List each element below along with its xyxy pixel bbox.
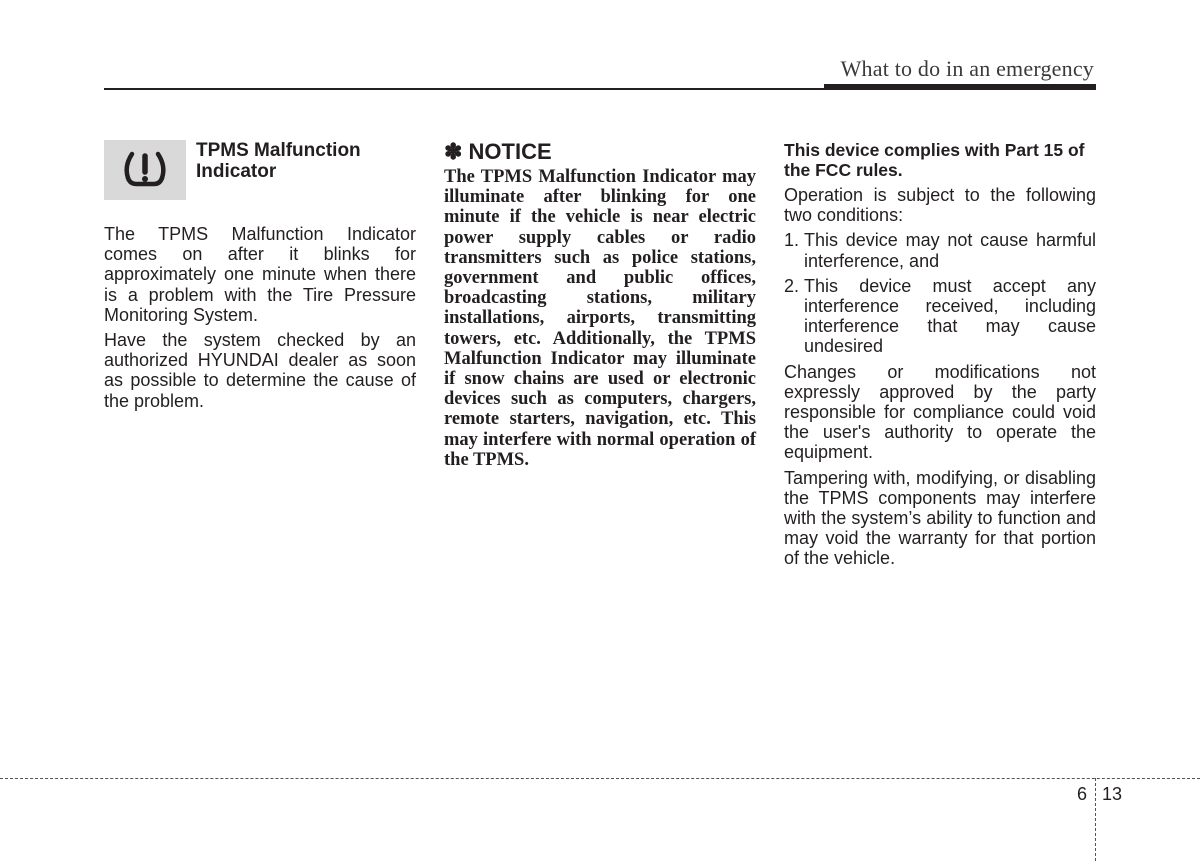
page-number: 13 <box>1102 784 1123 804</box>
list-number: 1. <box>784 230 800 251</box>
footer-rule <box>0 778 1200 779</box>
fcc-intro: Operation is subject to the following two conditions: <box>784 185 1096 226</box>
indicator-block <box>104 140 416 210</box>
chapter-number: 6 <box>1077 784 1088 804</box>
indicator-paragraph: Have the system checked by an authorized HYUNDAI dealer as soon as possible to determine the cause of the problem. <box>104 330 416 411</box>
fcc-paragraph: Changes or modifications not expressly approved by the party responsible for compliance could void the user's authority to operate the equipment. <box>784 361 1096 463</box>
notice-heading: ✽ NOTICE <box>444 139 552 164</box>
footer-divider <box>1095 778 1096 861</box>
column-fcc <box>784 140 1096 574</box>
notice-text: The TPMS Malfunction Indicator may illuminate after blinking for one minute if the vehicle is near electric power supply cables or radio transmitters such as police stations, government and public offices, broadcasting stations, military installations, airports, transmitting towers, etc. Additionally, the TPMS Malfunction Indicator may illuminate if snow chains are used or electronic devices such as computers, chargers, remote starters, navigation, etc. This may interfere with normal operation of the TPMS. <box>444 167 756 470</box>
column-notice <box>444 140 756 470</box>
fcc-condition-item <box>784 230 1096 270</box>
header-rule-accent <box>824 84 1096 90</box>
indicator-paragraph: The TPMS Malfunction Indicator comes on after it blinks for approximately one minute when there is a problem with the Tire Pressure Monitoring System. <box>104 224 416 325</box>
indicator-heading: TPMS Malfunction Indicator <box>196 140 361 182</box>
list-text: This device may not cause harmful interference, and <box>804 230 1096 271</box>
list-number: 2. <box>784 275 800 296</box>
list-text: This device must accept any interference received, including interference that may cause undesired <box>804 275 1096 357</box>
column-tpms-indicator <box>104 140 416 416</box>
fcc-condition-item <box>784 276 1096 357</box>
fcc-paragraph: Tampering with, modifying, or disabling the TPMS components may interfere with the system’s ability to function and may void the warranty for that portion of the vehicle. <box>784 467 1096 569</box>
fcc-heading: This device complies with Part 15 of the FCC rules. <box>784 140 1085 180</box>
tpms-malfunction-warning-icon <box>104 140 186 200</box>
page-header-title: What to do in an emergency <box>840 56 1094 81</box>
